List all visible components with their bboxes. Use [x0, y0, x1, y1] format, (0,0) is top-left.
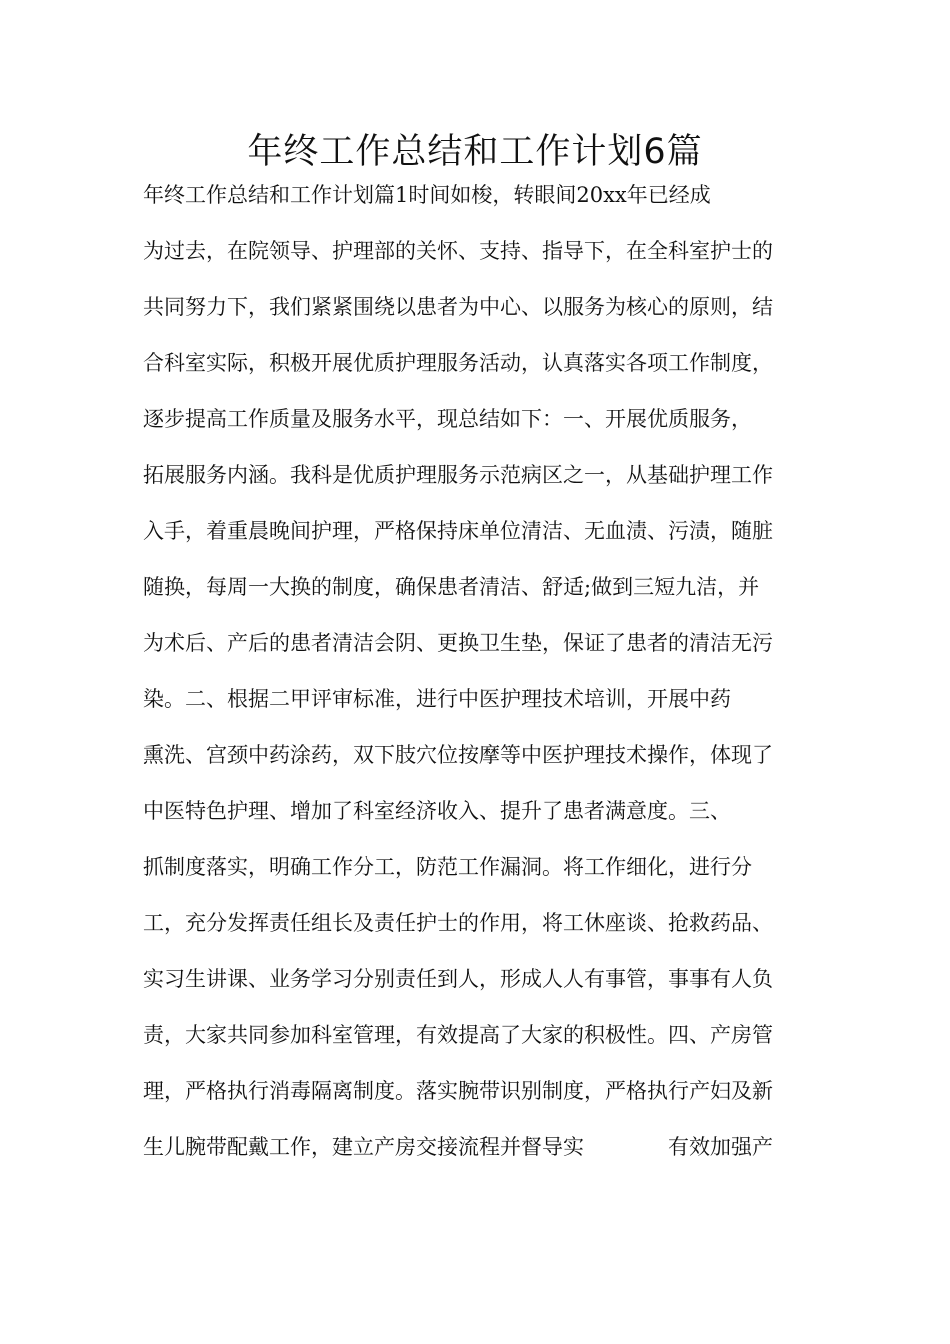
paragraph-line: 为过去，在院领导、护理部的关怀、支持、指导下，在全科室护士的: [143, 239, 773, 263]
paragraph-line: 入手，着重晨晚间护理，严格保持床单位清洁、无血渍、污渍，随脏: [143, 519, 773, 543]
paragraph-line: 染。二、根据二甲评审标准，进行中医护理技术培训，开展中药: [143, 687, 731, 711]
paragraph-line: 理，严格执行消毒隔离制度。落实腕带识别制度，严格执行产妇及新: [143, 1079, 773, 1103]
paragraph-line: 熏洗、宫颈中药涂药，双下肢穴位按摩等中医护理技术操作，体现了: [143, 743, 773, 767]
paragraph-last-line: [143, 1132, 823, 1162]
paragraph-line: 责，大家共同参加科室管理，有效提高了大家的积极性。四、产房管: [143, 1023, 773, 1047]
paragraph-line: 抓制度落实，明确工作分工，防范工作漏洞。将工作细化，进行分: [143, 855, 752, 879]
paragraph-line: 年终工作总结和工作计划篇1时间如梭，转眼间20xx年已经成: [143, 183, 711, 207]
paragraph-line: 随换，每周一大换的制度，确保患者清洁、舒适;做到三短九洁，并: [143, 575, 760, 599]
paragraph-line: 逐步提高工作质量及服务水平，现总结如下：一、开展优质服务，: [143, 407, 752, 431]
last-line-right-text: 有效加强产: [668, 1135, 773, 1159]
last-line-left-text: 生儿腕带配戴工作，建立产房交接流程并督导实: [143, 1135, 584, 1159]
paragraph-line: 为术后、产后的患者清洁会阴、更换卫生垫，保证了患者的清洁无污: [143, 631, 773, 655]
paragraph-line: 拓展服务内涵。我科是优质护理服务示范病区之一，从基础护理工作: [143, 463, 773, 487]
paragraph-line: 合科室实际，积极开展优质护理服务活动，认真落实各项工作制度，: [143, 351, 773, 375]
paragraph-line: 工，充分发挥责任组长及责任护士的作用，将工休座谈、抢救药品、: [143, 911, 773, 935]
paragraph-line: 共同努力下，我们紧紧围绕以患者为中心、以服务为核心的原则，结: [143, 295, 773, 319]
paragraph-line: 实习生讲课、业务学习分别责任到人，形成人人有事管，事事有人负: [143, 967, 773, 991]
document-title: 年终工作总结和工作计划6篇: [247, 132, 703, 173]
paragraph-line: 中医特色护理、增加了科室经济收入、提升了患者满意度。三、: [143, 799, 731, 823]
